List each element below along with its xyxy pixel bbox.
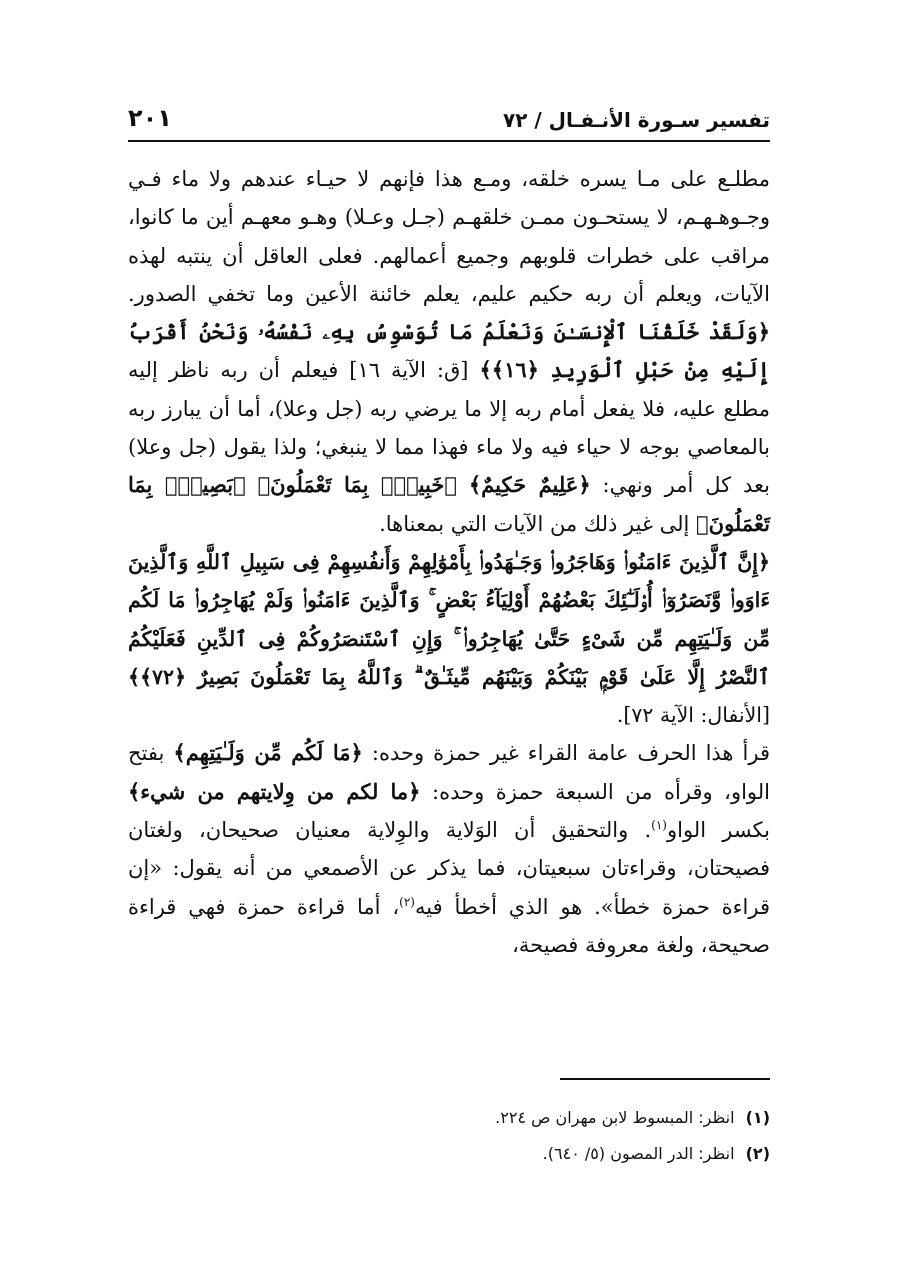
paragraph-text: [ق: الآية ١٦] فيعلم أن ربه ناظر إليه مطلع عليه، فلا يفعل أمام ربه إلا ما يرضي ربه (جل وعلا)، أما أن يبارز ربه بالمعاصي بوجه لا حياء فيه ولا ماء فهذا مما لا ينبغي؛ ولذا يقول (جل وعلا) بعد كل أمر ونهي:	[128, 358, 771, 498]
footnote-text: انظر: الدر المصون (٥/ ٦٤٠).	[542, 1144, 735, 1163]
paragraph-text: بفتح الواو، وقرأه من السبعة حمزة وحده:	[128, 741, 770, 804]
quran-phrase: ﴿خَبِيرٌۢ بِمَا تَعْمَلُونَ﴾	[257, 472, 457, 498]
footnote-divider	[560, 1078, 770, 1080]
quran-quote: ﴿مَا لَكُم مِّن وَلَـٰيَتِهِم﴾	[173, 740, 363, 766]
paragraph-text: مطلـع على مـا يسره خلقه، ومـع هذا فإنهم لا حيـاء عندهم ولا ماء فـي وجـوهـهـم، لا يستحـون ممـن خلقهـم (جـل وعـلا) وهـو معهـم أين ما كانوا، مراقب على خطرات قلوبهم وجميع أعمالهم. فعلى العاقل أن ينتبه لهذه الآيات، ويعلم أن ربه حكيم عليم، يعلم خائنة الأعين وما تخفي الصدور.	[128, 167, 770, 306]
footnote-text: انظر: المبسوط لابن مهران ص ٢٢٤.	[495, 1108, 735, 1127]
quran-verse-anfal-72: ﴿إِنَّ ٱلَّذِينَ ءَامَنُوا۟ وَهَاجَرُوا۟ وَجَـٰهَدُوا۟ بِأَمْوَٰلِهِمْ وَأَنفُسِهِمْ فِى سَبِيلِ ٱللَّهِ وَٱلَّذِينَ ءَاوَوا۟ وَّنَصَرُوٓا۟ أُو۟لَـٰٓئِكَ بَعْضُهُمْ أَوْلِيَآءُ بَعْضٍ ۚ وَٱلَّذِينَ ءَامَنُوا۟ وَلَمْ يُهَاجِرُوا۟ مَا لَكُم مِّن وَلَـٰيَتِهِم مِّن شَىْءٍ حَتَّىٰ يُهَاجِرُوا۟ ۚ وَإِنِ ٱسْتَنصَرُوكُمْ فِى ٱلدِّينِ فَعَلَيْكُمُ ٱلنَّصْرُ إِلَّا عَلَىٰ قَوْمٍۭ بَيْنَكُمْ وَبَيْنَهُم مِّيثَـٰقٌ ۗ وَٱللَّهُ بِمَا تَعْمَلُونَ بَصِيرٌ ﴿٧٢﴾﴾	[128, 549, 770, 689]
footnote-ref-2[interactable]: (٢)	[399, 894, 415, 909]
book-page	[128, 100, 770, 1200]
body-text	[128, 160, 770, 964]
paragraph-1	[128, 160, 770, 543]
paragraph-text: إلى غير ذلك من الآيات التي بمعناها.	[379, 511, 690, 536]
paragraph-text: بكسر الواو	[666, 818, 770, 843]
footnotes	[128, 1100, 770, 1172]
verse-block-anfal-72	[128, 543, 770, 734]
paragraph-text: ، أما قراءة حمزة فهي قراءة صحيحة، ولغة معروفة فصيحة،	[128, 894, 770, 957]
footnote-2	[128, 1136, 770, 1172]
footnote-number: (١)	[745, 1108, 770, 1127]
verse-reference: [الأنفال: الآية ٧٢].	[616, 703, 770, 728]
paragraph-2	[128, 734, 770, 964]
footnote-ref-1[interactable]: (١)	[651, 818, 667, 833]
footnote-1	[128, 1100, 770, 1136]
page-number: ٢٠١	[128, 104, 172, 132]
page-header	[128, 100, 770, 142]
quran-phrase: ﴿بَصِيرٌۢ بِمَا تَعْمَلُونَ﴾	[128, 472, 770, 536]
quran-verse-qaf-16: ﴿وَلَقَدْ خَلَقْنَا ٱلْإِنسَـٰنَ وَنَعْلَمُ مَا تُوَسْوِسُ بِهِۦ نَفْسُهُۥ وَنَحْنُ أَقْرَبُ إِلَيْهِ مِنْ حَبْلِ ٱلْوَرِيدِ ﴿١٦﴾﴾	[128, 319, 770, 383]
quran-quote: ﴿ما لكم من وِلايتهم من شيء﴾	[128, 778, 421, 804]
footnote-number: (٢)	[745, 1144, 770, 1163]
quran-phrase: ﴿عَلِيمٌ حَكِيمٌ﴾	[468, 472, 591, 498]
paragraph-text: . والتحقيق أن الوَلاية والوِلاية معنيان صحيحان، ولغتان فصيحتان، وقراءتان سبعيتان، فما يذكر عن الأصمعي من أنه يقول: «إن قراءة حمزة خطأ». هو الذي أخطأ فيه	[128, 818, 770, 919]
running-title: تفسير سـورة الأنـفـال / ٧٢	[503, 108, 770, 132]
paragraph-text: قرأ هذا الحرف عامة القراء غير حمزة وحده:	[371, 741, 770, 766]
